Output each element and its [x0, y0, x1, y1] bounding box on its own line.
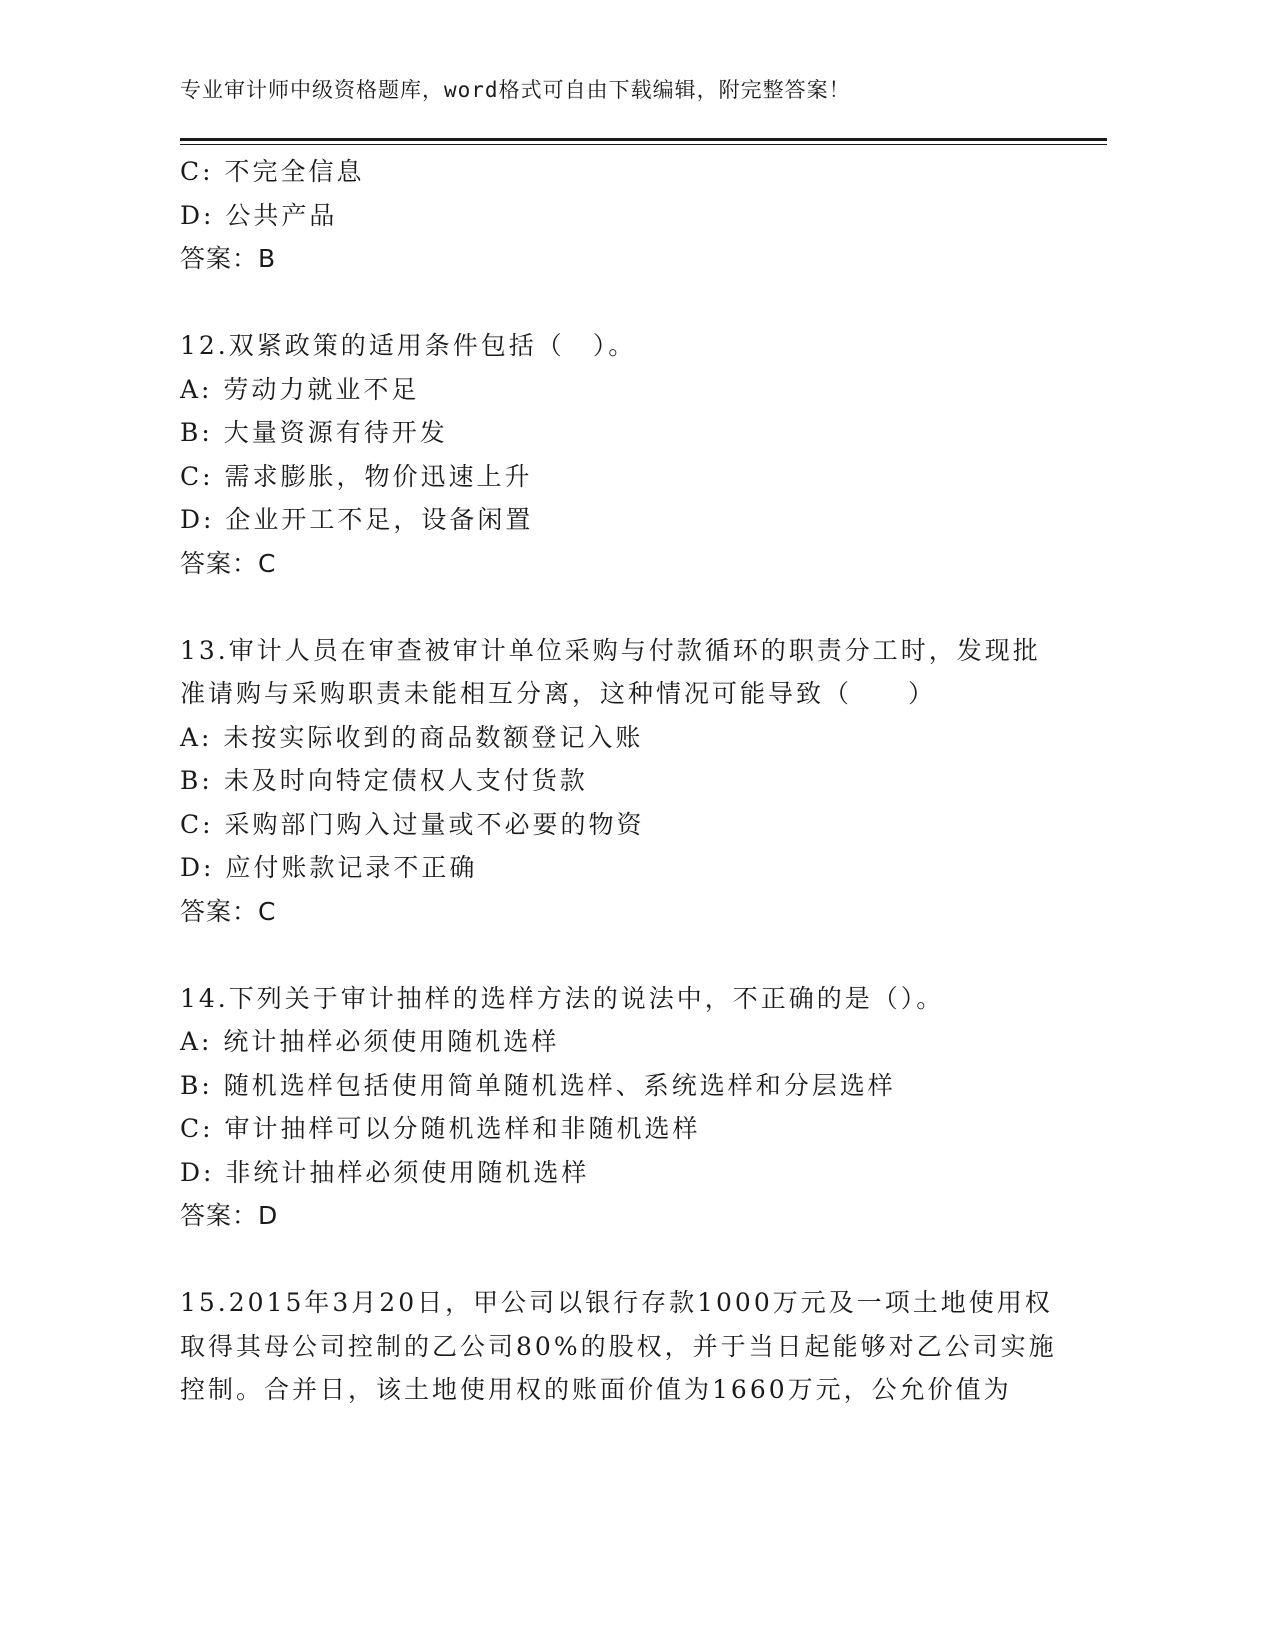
option-line: D: 企业开工不足，设备闲置 — [180, 505, 534, 534]
answer-line: 答案：C — [180, 896, 277, 926]
option-line: D: 非统计抽样必须使用随机选样 — [180, 1157, 590, 1187]
header-rule-thin — [180, 144, 1107, 145]
option-line: B: 大量资源有待开发 — [180, 418, 448, 447]
question-stem: 14.下列关于审计抽样的选样方法的说法中，不正确的是（）。 — [180, 983, 945, 1013]
header-rule-thick — [180, 138, 1107, 141]
option-line: D: 应付账款记录不正确 — [180, 853, 478, 882]
spacer — [180, 585, 1060, 629]
answer-line: 答案：C — [180, 548, 277, 578]
option-line: C: 需求膨胀，物价迅速上升 — [180, 461, 533, 491]
question-12 — [180, 324, 1060, 585]
question-stem: 准请购与采购职责未能相互分离，这种情况可能导致（ ） — [180, 679, 937, 708]
answer-line: 答案：B — [180, 244, 277, 273]
question-14 — [180, 977, 1060, 1238]
question-stem: 12.双紧政策的适用条件包括（ ）。 — [180, 331, 637, 360]
answer-line: 答案：D — [180, 1201, 279, 1230]
question-stem: 15.2015年3月20日，甲公司以银行存款1000万元及一项土地使用权 — [180, 1288, 1053, 1317]
question-15 — [180, 1281, 1060, 1412]
option-line: D: 公共产品 — [180, 200, 338, 230]
question-stem: 控制。合并日，该土地使用权的账面价值为1660万元，公允价值为 — [180, 1375, 1012, 1404]
page-header: 专业审计师中级资格题库，word格式可自由下载编辑，附完整答案！ — [180, 78, 851, 102]
spacer — [180, 933, 1060, 977]
option-line: C: 审计抽样可以分随机选样和非随机选样 — [180, 1114, 701, 1143]
prev-question-block — [180, 150, 1060, 281]
option-line: C: 采购部门购入过量或不必要的物资 — [180, 809, 645, 839]
spacer — [180, 1238, 1060, 1282]
question-stem: 取得其母公司控制的乙公司80%的股权，并于当日起能够对乙公司实施 — [180, 1331, 1057, 1361]
option-line: B: 未及时向特定债权人支付货款 — [180, 766, 588, 795]
question-stem: 13.审计人员在审查被审计单位采购与付款循环的职责分工时，发现批 — [180, 635, 1041, 665]
option-line: B: 随机选样包括使用简单随机选样、系统选样和分层选样 — [180, 1070, 896, 1100]
option-line: C: 不完全信息 — [180, 157, 365, 186]
option-line: A: 统计抽样必须使用随机选样 — [180, 1027, 560, 1056]
question-13 — [180, 629, 1060, 934]
spacer — [180, 281, 1060, 325]
option-line: A: 劳动力就业不足 — [180, 374, 420, 404]
question-content — [180, 150, 1060, 1412]
option-line: A: 未按实际收到的商品数额登记入账 — [180, 722, 644, 752]
